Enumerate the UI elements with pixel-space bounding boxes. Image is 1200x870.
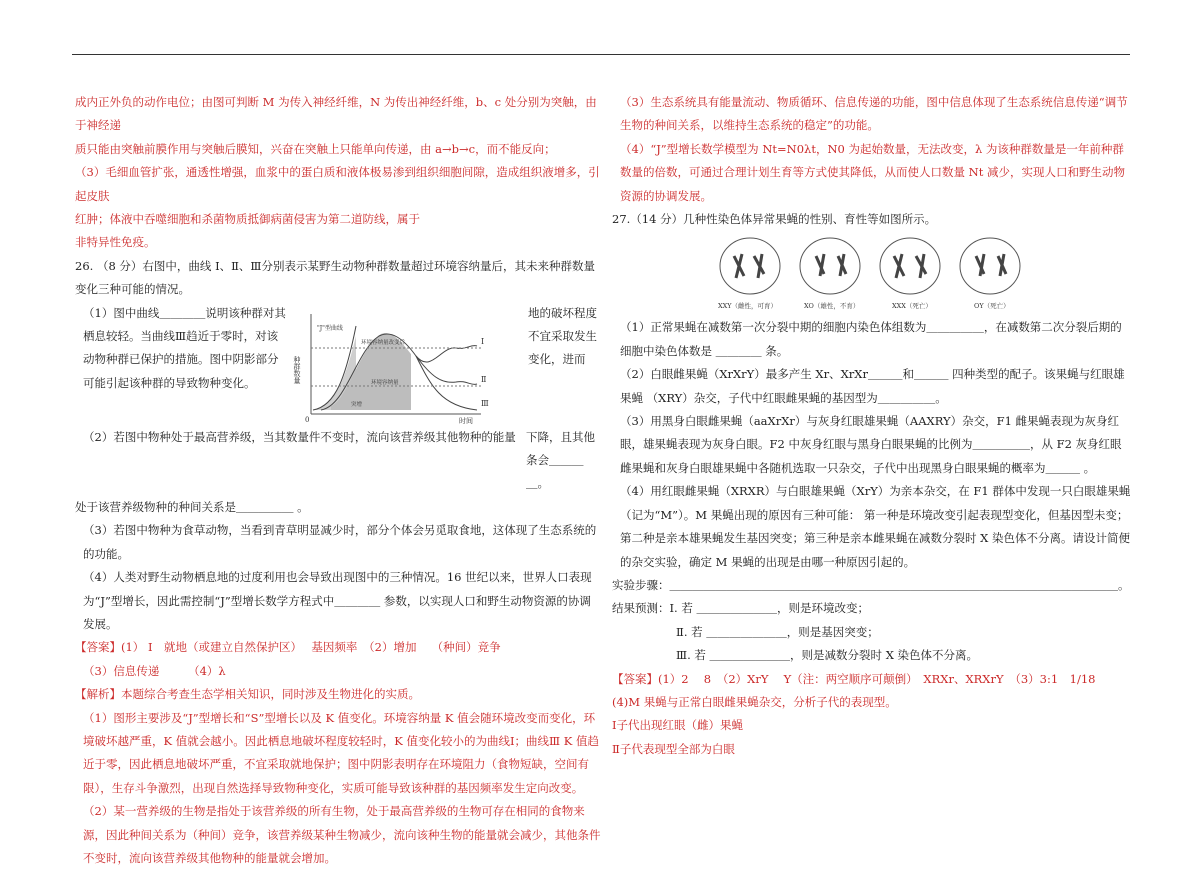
band-top-label: 环境容纳量改变后 bbox=[361, 339, 406, 346]
curve-label-3: Ⅲ bbox=[481, 398, 489, 408]
chromo-label-xxx: XXX（死亡） bbox=[892, 302, 932, 311]
curve-label-2: Ⅱ bbox=[481, 374, 487, 384]
question-26-part2-left: （2）若图中物种处于最高营养级，当其数量件不变时，流向该营养级其他物种的能量 bbox=[83, 429, 516, 444]
question-27-part4: （4）用红眼雌果蝇（XRXR）与白眼雄果蝇（XrY）为亲本杂交，在 F1 群体中发现一只白眼雄果蝇（记为“M”）。M 果蝇出现的原因有三种可能： 第一种是环境改变引起表现型变化，但基因型未变；第二种是亲本雄果蝇发生基因突变；第三种是亲本雌果蝇在减数分裂时 X 染色体不分离。请设计简便的杂交实验，确定 M 果蝇的出现是由哪一种原因引起的。 bbox=[620, 484, 1131, 569]
chromo-label-xo: XO（雄性，不育） bbox=[804, 302, 860, 311]
answer-27-line2: (4)M 果蝇与正常白眼雌果蝇杂交，分析子代的表现型。 bbox=[612, 694, 897, 709]
left-column bbox=[75, 91, 602, 870]
answer-26-line2: （3）信息传递 （4）λ bbox=[83, 663, 226, 678]
answer-continued-line-3: （3）毛细血管扩张，通透性增强，血浆中的蛋白质和液体极易渗到组织细胞间隙，造成组织液增多，引起皮肤 bbox=[75, 165, 600, 203]
cell-xxx bbox=[880, 238, 940, 294]
note-label: 突增 bbox=[351, 401, 363, 408]
question-27-part3: （3）用黑身白眼雌果蝇（aaXrXr）与灰身红眼雄果蝇（AAXRY）杂交，F1 雌果蝇表现为灰身红眼，雄果蝇表现为灰身白眼。F2 中灰身红眼与黑身白眼果蝇的比例为＿＿＿＿＿，从 F2 灰身红眼雌果蝇和灰身白眼雄果蝇中各随机选取一只杂交，子代中出现黑身白眼果蝇的概率为＿＿＿ 。 bbox=[620, 414, 1122, 475]
analysis-26-part2: （2）某一营养级的生物是指处于该营养级的所有生物，处于最高营养级的生物可存在相同的食物来源，因此种间关系为（种间）竞争，该营养级某种生物减少，流向该种生物的能量就会减少，其他条件不变时，流向该营养级其他物种的能量就会增加。 bbox=[83, 804, 601, 865]
question-27-part1: （1）正常果蝇在减数第一次分裂中期的细胞内染色体组数为＿＿＿＿＿，在减数第二次分裂后期的细胞中染色体数是 ＿＿＿＿ 条。 bbox=[620, 320, 1122, 358]
question-26-part2-tail: 处于该营养级物种的种间关系是＿＿＿＿＿ 。 bbox=[75, 499, 309, 514]
answer-26: 【答案】(1） Ⅰ 就地（或建立自然保护区） 基因频率 （2）增加 （种间）竞争 bbox=[75, 640, 501, 655]
j-curve-label: "J"型曲线 bbox=[317, 324, 343, 332]
prediction-1: 结果预测：Ⅰ. 若 ＿＿＿＿＿＿＿，则是环境改变； bbox=[612, 601, 870, 616]
x-axis-label: 时间 bbox=[459, 416, 473, 425]
question-26-part4: （4）人类对野生动物栖息地的过度利用也会导致出现图中的三种情况。16 世纪以来，世界人口表现为“J”型增长，因此需控制“J”型增长数学方程式中＿＿＿＿ 参数，以实现人口和野生动物资源的协调发展。 bbox=[83, 570, 592, 631]
chromo-label-oy: OY（死亡） bbox=[974, 302, 1010, 311]
origin-label: 0 bbox=[305, 415, 310, 424]
y-axis-label: 种群数量 bbox=[293, 355, 301, 384]
answer-27: 【答案】(1）2 8 （2）XrY Y（注：两空顺序可颠倒） XRXr、XRXrY （3）3:1 1/18 bbox=[612, 671, 1096, 686]
band-mid-label: 环境容纳量 bbox=[371, 379, 399, 386]
answer-27-line4: Ⅱ子代表现型全部为白眼 bbox=[612, 741, 735, 756]
curve-2 bbox=[416, 356, 477, 384]
question-26-part1-right: 地的破坏程度不宜采取发生变化，进而 bbox=[528, 305, 597, 367]
question-26-part3: （3）若图中物种为食草动物，当看到青草明显减少时，部分个体会另觅取食地，这体现了生态系统的的功能。 bbox=[83, 523, 597, 561]
analysis-26-part1: （1）图形主要涉及“J”型增长和“S”型增长以及 K 值变化。环境容纳量 K 值会随环境改变而变化，环境破坏越严重，K 值就会越小。因此栖息地破坏程度较轻时，K 值变化较小的为曲线Ⅰ；曲线Ⅲ K 值趋近于零，因此栖息地破坏严重，不宜采取就地保护；图中阴影表明存在环境阻力（食物短缺，空间有限），生存斗争激烈，出现自然选择导致物种变化，实质可能导致该种群的基因频率发生定向改变。 bbox=[83, 710, 600, 795]
question-26-part2-block bbox=[75, 426, 602, 496]
answer-continued-line-1: 成内正外负的动作电位；由图可判断 M 为传入神经纤维，N 为传出神经纤维，b、c 处分别为突触，由于神经递 bbox=[75, 95, 597, 133]
header-rule bbox=[72, 54, 1130, 55]
chromo-label-xxy: XXY（雌性，可育） bbox=[718, 302, 778, 311]
answer-continued-line-5: 非特异性免疫。 bbox=[75, 235, 156, 250]
right-column bbox=[612, 91, 1133, 761]
answer-continued-line-4: 红肿；体液中吞噬细胞和杀菌物质抵御病菌侵害为第二道防线，属于 bbox=[75, 212, 420, 227]
answer-continued-line-2: 质只能由突触前膜作用与突触后膜知，兴奋在突触上只能单向传递，由 a→b→c，而不能反向； bbox=[75, 141, 556, 156]
question-26-part1-left: （1）图中曲线＿＿＿＿说明该种群对其栖息较轻。当曲线Ⅲ趋近于零时，对该动物种群已保护的措施。图中阴影部分可能引起该种群的导致物种变化。 bbox=[83, 305, 286, 390]
chromosome-figure bbox=[712, 234, 1032, 312]
curve-label-1: Ⅰ bbox=[481, 336, 485, 346]
cell-xxy bbox=[720, 238, 780, 294]
analysis-26-part4: （4）“J”型增长数学模型为 Nt=N0λt，N0 为起始数量，无法改变，λ 为该种群数量是一年前种群数量的倍数，可通过合理计划生育等方式使其降低，从而使人口数量 Nt 减少，实现人口和野生动物资源的协调发展。 bbox=[620, 141, 1125, 203]
analysis-26-part3: （3）生态系统具有能量流动、物质循环、信息传递的功能，图中信息体现了生态系统信息传递“调节生物的种间关系，以维持生态系统的稳定”的功能。 bbox=[620, 95, 1128, 133]
answer-27-line3: Ⅰ子代出现红眼（雌）果蝇 bbox=[612, 718, 744, 733]
question-26-intro: 26. （8 分）右图中，曲线 Ⅰ、Ⅱ、Ⅲ分别表示某野生动物种群数量超过环境容纳量后，其未来种群数量变化三种可能的情况。 bbox=[75, 258, 596, 297]
prediction-3: Ⅲ. 若 ＿＿＿＿＿＿＿，则是减数分裂时 X 染色体不分离。 bbox=[676, 648, 979, 663]
question-27-intro: 27.（14 分）几种性染色体异常果蝇的性别、育性等如图所示。 bbox=[612, 212, 937, 227]
population-curve-figure bbox=[291, 306, 526, 426]
cell-xo bbox=[800, 238, 860, 294]
prediction-2: Ⅱ. 若 ＿＿＿＿＿＿＿，则是基因突变； bbox=[676, 624, 879, 639]
question-27-part2: （2）白眼雌果蝇（XrXrY）最多产生 Xr、XrXr＿＿＿和＿＿＿ 四种类型的配子。该果蝇与红眼雄果蝇 （XRY）杂交，子代中红眼雌果蝇的基因型为＿＿＿＿＿。 bbox=[620, 367, 1125, 405]
experiment-steps: 实验步骤：＿＿＿＿＿＿＿＿＿＿＿＿＿＿＿＿＿＿＿＿＿＿＿＿＿＿＿＿＿＿＿＿＿＿＿＿＿＿＿。 bbox=[612, 577, 1130, 592]
analysis-26-title: 【解析】本题综合考查生态学相关知识，同时涉及生物进化的实质。 bbox=[75, 687, 420, 702]
cell-oy bbox=[960, 238, 1020, 294]
question-26-part2-right: 下降，且其他条会＿＿＿＿。 bbox=[526, 429, 595, 491]
question-26-figure-block bbox=[75, 302, 602, 426]
